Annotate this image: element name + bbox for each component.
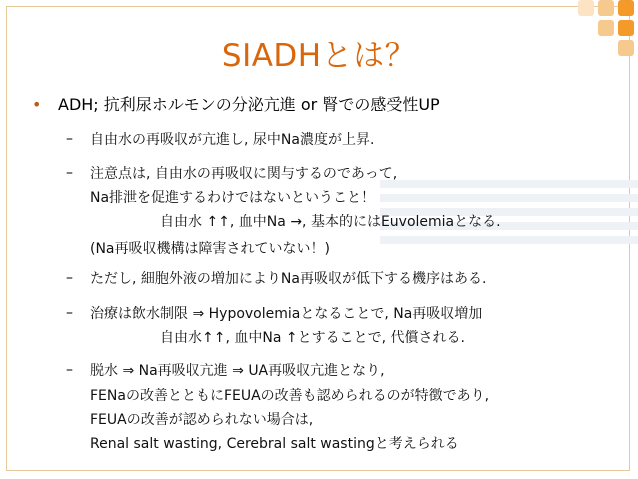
- sub-point-line: 自由水↑↑, 血中Na ↑とすることで, 代償される.: [160, 330, 465, 346]
- sub-point-line: FEUAの改善が認められない場合は,: [90, 412, 314, 428]
- sub-point-line: 自由水 ↑↑, 血中Na →, 基本的にはEuvolemiaとなる.: [160, 214, 501, 230]
- dash-marker: –: [66, 131, 73, 147]
- slide-title: SIADHとは？: [221, 38, 417, 74]
- dash-marker: –: [66, 270, 73, 286]
- sub-point-line: Na排泄を促進するわけではないということ！: [90, 190, 376, 206]
- corner-tile-decoration: [578, 0, 594, 16]
- sub-point-line: 脱水 ⇒ Na再吸収亢進 ⇒ UA再吸収亢進となり,: [90, 363, 385, 379]
- sub-point-line: FENaの改善とともにFEUAの改善も認められるのが特徴であり,: [90, 388, 490, 404]
- dash-marker: –: [66, 165, 73, 181]
- bullet-marker: •: [32, 95, 42, 114]
- main-point: ADH; 抗利尿ホルモンの分泌亢進 or 腎での感受性UP: [58, 95, 440, 114]
- sub-point-line: ただし, 細胞外液の増加によりNa再吸収が低下する機序はある.: [90, 271, 487, 287]
- dash-marker: –: [66, 362, 73, 378]
- sub-point-line: (Na再吸収機構は障害されていない！): [90, 241, 330, 257]
- sub-point-line: 自由水の再吸収が亢進し, 尿中Na濃度が上昇.: [90, 132, 375, 148]
- sub-point-line: 治療は飲水制限 ⇒ Hypovolemiaとなることで, Na再吸収増加: [90, 306, 483, 322]
- sub-point-line: Renal salt wasting, Cerebral salt wastingと考えられる: [90, 436, 459, 452]
- dash-marker: –: [66, 305, 73, 321]
- sub-point-line: 注意点は, 自由水の再吸収に関与するのであって,: [90, 166, 398, 182]
- corner-tile-decoration: [618, 0, 634, 16]
- corner-tile-decoration: [598, 0, 614, 16]
